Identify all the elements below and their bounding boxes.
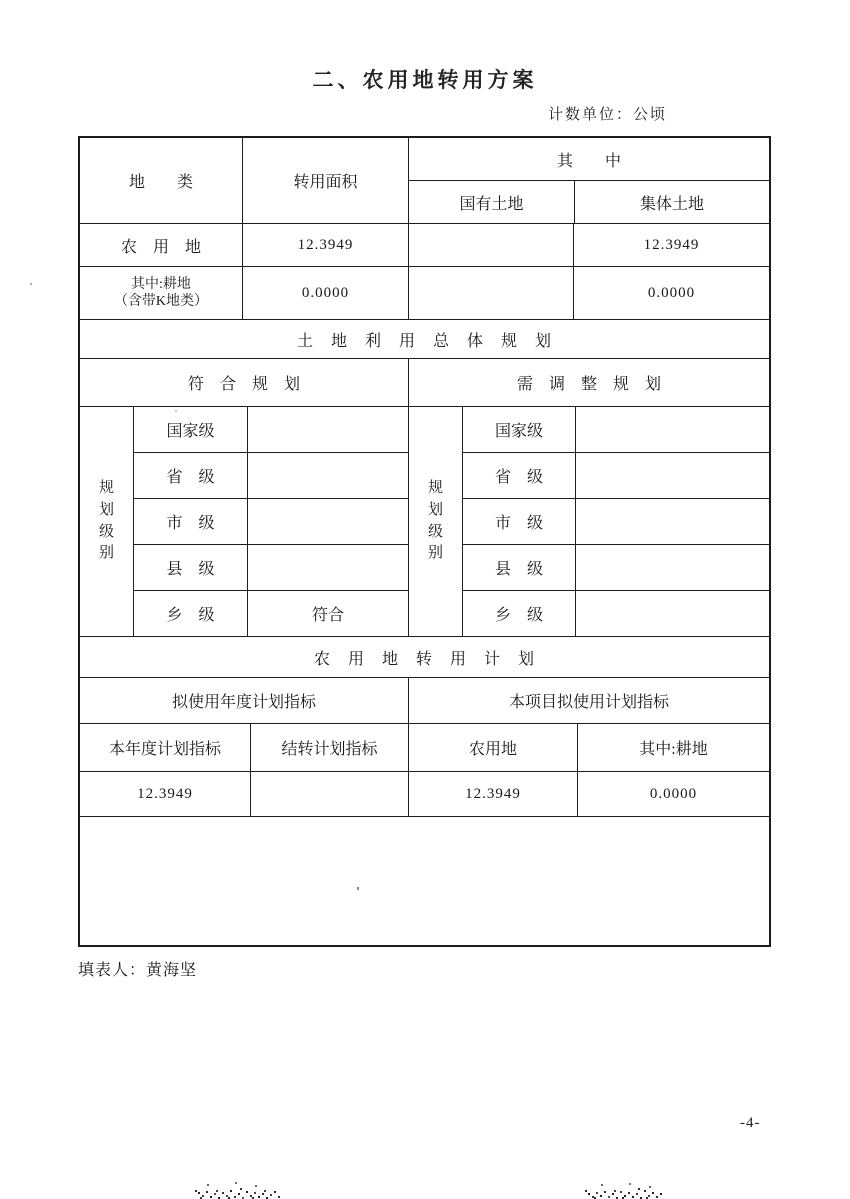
agri-state-value (408, 224, 573, 266)
adjust-value-province (575, 453, 769, 498)
cultivated-label-line2: （含带K地类） (113, 294, 209, 309)
conform-header: 符 合 规 划 (187, 376, 300, 393)
row-cultivated-land (80, 266, 769, 319)
annual-plan-header: 拟使用年度计划指标 (171, 694, 316, 711)
value-cultivated-land: 0.0000 (577, 772, 769, 816)
scan-speck (175, 410, 177, 412)
adjust-level-province: 省 级 (494, 469, 543, 486)
planning-levels-band (80, 406, 769, 636)
conform-value-national (247, 407, 408, 452)
conform-level-province: 省 级 (166, 469, 215, 486)
cultivated-collective-value: 0.0000 (573, 267, 769, 319)
header-land-type: 地 类 (128, 174, 193, 191)
value-current-year-indicator: 12.3949 (137, 785, 193, 802)
agri-collective-value: 12.3949 (573, 224, 769, 266)
agri-label: 农 用 地 (120, 238, 201, 256)
col-current-year-indicator: 本年度计划指标 (108, 741, 221, 758)
unit-label: 计数单位：公顷 (548, 107, 668, 123)
conform-level-township: 乡 级 (166, 607, 215, 624)
conform-value-county (247, 545, 408, 590)
header-of-which: 其 中 (556, 152, 621, 170)
adjust-value-national (575, 407, 769, 452)
col-agricultural-land: 农用地 (408, 724, 577, 771)
planning-subheaders-band (80, 358, 769, 406)
plan-group-headers-band (80, 677, 769, 723)
adjust-level-township: 乡 级 (494, 607, 543, 624)
adjust-value-city (575, 499, 769, 544)
conversion-plan-title: 农 用 地 转 用 计 划 (313, 650, 535, 668)
preparer-line: 填表人：黄海坚 (78, 962, 198, 979)
conversion-plan-title-band (80, 636, 769, 677)
adjust-header: 需 调 整 规 划 (408, 359, 769, 406)
conform-level-group-label: 规划级别 (99, 480, 115, 562)
overall-planning-title-band (80, 319, 769, 358)
header-of-which-group (408, 138, 769, 223)
plan-column-headers-band (80, 723, 769, 771)
cultivated-label (80, 267, 242, 319)
adjust-level-group-label: 规划级别 (428, 480, 444, 562)
conform-value-township: 符合 (247, 591, 408, 636)
empty-remarks-cell (80, 817, 769, 945)
page-title: 二、农用地转用方案 (312, 68, 538, 92)
adjust-subtable (408, 407, 769, 636)
adjust-level-city: 市 级 (494, 515, 543, 532)
conform-level-county: 县 级 (166, 561, 215, 578)
page-number: -4- (740, 1115, 761, 1131)
col-carryover-indicator: 结转计划指标 (250, 724, 408, 771)
row-agricultural-land (80, 223, 769, 266)
land-conversion-table (78, 136, 771, 947)
scan-speck (357, 887, 359, 890)
adjust-rows (462, 407, 769, 636)
scan-noise-right (585, 1190, 587, 1192)
adjust-level-county: 县 级 (494, 561, 543, 578)
adjust-level-national: 国家级 (494, 423, 543, 440)
conform-subtable (80, 407, 408, 636)
overall-planning-title: 土 地 利 用 总 体 规 划 (296, 332, 552, 350)
conform-value-city (247, 499, 408, 544)
value-agricultural-land: 12.3949 (408, 772, 577, 816)
agri-converted-value: 12.3949 (242, 224, 408, 266)
conform-level-group (80, 407, 133, 636)
header-converted-area: 转用面积 (242, 138, 408, 223)
table-header-band (80, 138, 769, 223)
cultivated-label-line1: 其中:耕地 (131, 276, 191, 292)
conform-rows (133, 407, 408, 636)
col-cultivated-land: 其中:耕地 (577, 724, 769, 771)
cultivated-state-value (408, 267, 573, 319)
conform-level-city: 市 级 (166, 515, 215, 532)
adjust-value-county (575, 545, 769, 590)
cultivated-converted-value: 0.0000 (242, 267, 408, 319)
conform-level-national: 国家级 (166, 423, 215, 440)
header-state-owned: 国有土地 (459, 195, 524, 213)
empty-remarks-band (80, 816, 769, 945)
adjust-level-group (409, 407, 462, 636)
value-carryover-indicator (250, 772, 408, 816)
header-collective: 集体土地 (574, 181, 769, 223)
plan-values-band (80, 771, 769, 816)
scan-noise-left (195, 1190, 197, 1192)
project-plan-header: 本项目拟使用计划指标 (408, 678, 769, 723)
conform-value-province (247, 453, 408, 498)
adjust-value-township (575, 591, 769, 636)
scan-speck (30, 283, 32, 285)
